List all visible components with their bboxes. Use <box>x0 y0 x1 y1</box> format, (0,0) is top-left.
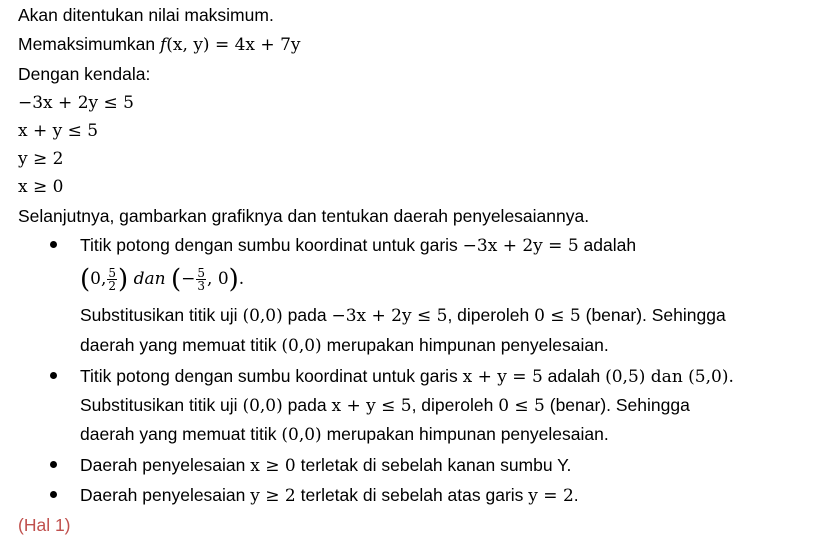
constraint-3: y ≥ 2 <box>18 149 64 169</box>
page-reference: (Hal 1) <box>18 515 71 535</box>
bullet1-substitution: Substitusikan titik uji (0,0) pada −3x + 2y ≤ 5, diperoleh 0 ≤ 5 (benar). Sehingga <box>80 305 726 326</box>
bullet-dot-2 <box>50 372 57 379</box>
bullet-dot-1 <box>50 241 57 248</box>
objective-label: Memaksimumkan <box>18 34 156 54</box>
bullet-dot-3 <box>50 461 57 468</box>
bullet2-region: daerah yang memuat titik (0,0) merupakan himpunan penyelesaian. <box>80 424 609 445</box>
bullet2-line1: Titik potong dengan sumbu koordinat untuk garis x + y = 5 adalah (0,5) dan (5,0). <box>80 366 734 387</box>
bullet1-line1: Titik potong dengan sumbu koordinat untuk garis −3x + 2y = 5 adalah <box>80 235 637 256</box>
bullet4-line: Daerah penyelesaian y ≥ 2 terletak di sebelah atas garis y = 2. <box>80 485 579 506</box>
constraint-1: −3x + 2y ≤ 5 <box>18 93 134 113</box>
constraint-2: x + y ≤ 5 <box>18 121 99 141</box>
bullet2-substitution: Substitusikan titik uji (0,0) pada x + y ≤ 5, diperoleh 0 ≤ 5 (benar). Sehingga <box>80 395 690 416</box>
bullet3-line: Daerah penyelesaian x ≥ 0 terletak di sebelah kanan sumbu Y. <box>80 455 572 476</box>
objective-function: f(x, y) = 4x + 7y <box>160 35 301 55</box>
constraint-4: x ≥ 0 <box>18 177 64 197</box>
intro-text: Akan ditentukan nilai maksimum. <box>18 5 274 25</box>
bullet1-intercepts: (0, $\frac{5}{2}$ ) dan (− $\frac{5}{3}$ , 0). <box>80 264 245 295</box>
bullet1-region: daerah yang memuat titik (0,0) merupakan himpunan penyelesaian. <box>80 335 609 356</box>
bullet1-equation: −3x + 2y = 5 <box>462 236 579 256</box>
fraction-5-2: $\frac{5}{2}$ <box>108 266 117 293</box>
bullet-dot-4 <box>50 491 57 498</box>
next-step-text: Selanjutnya, gambarkan grafiknya dan tentukan daerah penyelesaiannya. <box>18 206 590 226</box>
objective-line <box>18 33 301 56</box>
fraction-5-3: $\frac{5}{3}$ <box>197 266 206 293</box>
constraints-label: Dengan kendala: <box>18 64 151 84</box>
